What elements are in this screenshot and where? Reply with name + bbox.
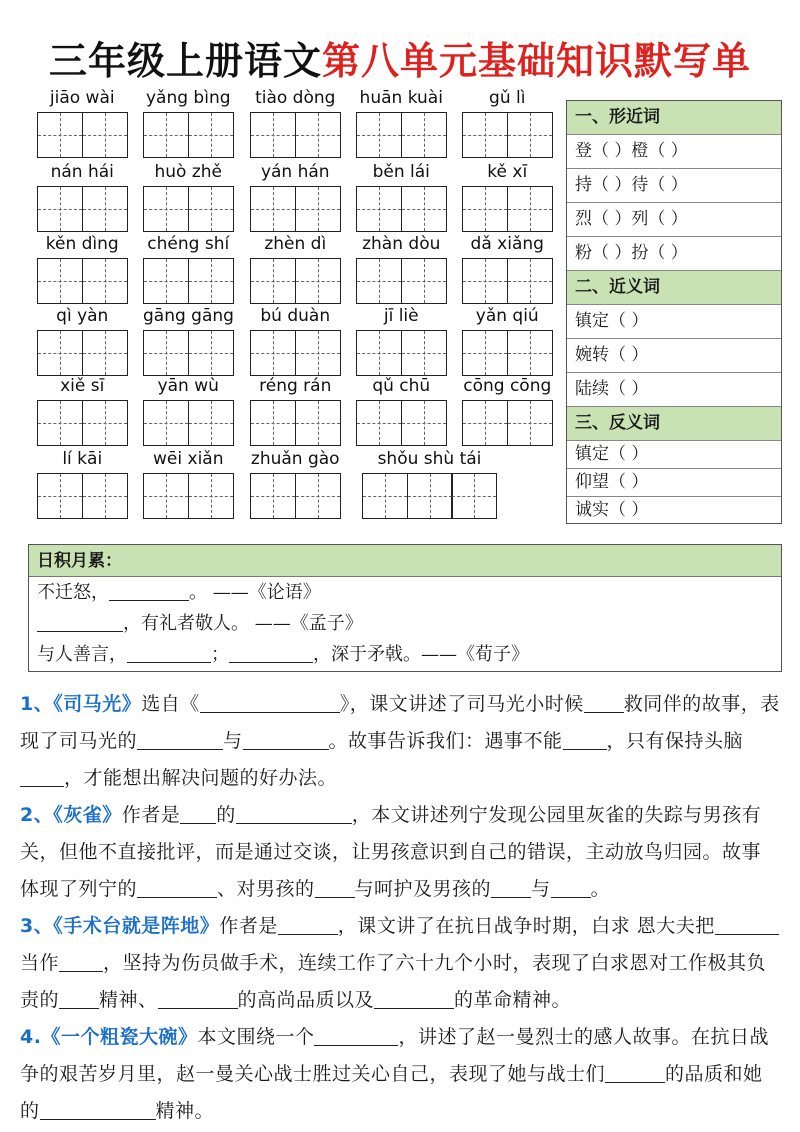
question-text: 与呵护及男孩的: [354, 878, 492, 900]
pinyin-label: huān kuài: [359, 88, 443, 108]
daily-line-1: [29, 577, 781, 608]
writing-boxes: [362, 473, 496, 519]
pinyin-word: [356, 306, 447, 378]
writing-boxes: [250, 400, 339, 446]
tianzige-cell[interactable]: [143, 473, 189, 519]
tianzige-cell[interactable]: [407, 473, 453, 519]
pinyin-word: [250, 449, 341, 521]
tianzige-cell[interactable]: [143, 112, 189, 158]
pinyin-word: [37, 449, 128, 521]
tianzige-cell[interactable]: [143, 186, 189, 232]
pinyin-label: réng rán: [259, 376, 332, 396]
question-text: 本文围绕一个: [197, 1026, 315, 1048]
similar-shape-pair[interactable]: 持（ ）待（ ）: [567, 169, 781, 203]
pinyin-word: [37, 306, 128, 378]
answer-blank[interactable]: [278, 913, 338, 935]
pinyin-word: [143, 376, 234, 448]
question-text: 的品质和她的: [20, 1063, 763, 1122]
answer-blank[interactable]: [158, 987, 238, 1009]
pinyin-word: [462, 88, 553, 160]
tianzige-cell[interactable]: [250, 330, 296, 376]
question-text: 救同伴的故事，表现了司马光的: [20, 693, 780, 752]
question-text: 精神。: [155, 1100, 215, 1122]
tianzige-cell[interactable]: [507, 186, 553, 232]
tianzige-cell[interactable]: [462, 330, 508, 376]
question-text: ，只有保持头脑: [606, 730, 744, 752]
pinyin-word: [250, 162, 341, 234]
writing-boxes: [356, 112, 445, 158]
answer-blank[interactable]: [180, 802, 216, 824]
pinyin-word: [250, 376, 341, 448]
title-unit: 第八单元基础知识默写单: [322, 39, 752, 83]
tianzige-cell[interactable]: [507, 112, 553, 158]
section-similar-shape: 一、形近词: [567, 101, 781, 135]
answer-blank[interactable]: [605, 1061, 665, 1083]
writing-boxes: [143, 400, 232, 446]
question-text: 的: [216, 804, 236, 826]
daily-line-3: [29, 639, 781, 670]
pinyin-label: qì yàn: [56, 306, 109, 326]
pinyin-label: zhèn dì: [264, 234, 327, 254]
pinyin-word: [250, 306, 341, 378]
tianzige-cell[interactable]: [37, 473, 83, 519]
answer-blank[interactable]: [137, 728, 223, 750]
pinyin-label: chéng shí: [147, 234, 230, 254]
question-number: 1、: [20, 693, 54, 715]
pinyin-word: [250, 88, 341, 160]
tianzige-cell[interactable]: [356, 112, 402, 158]
answer-blank[interactable]: [374, 987, 454, 1009]
pinyin-label: lí kāi: [62, 449, 103, 469]
answer-blank[interactable]: [563, 728, 607, 750]
pinyin-label: huò zhě: [154, 162, 222, 182]
question-text: 》，课文讲述了司马光小时候: [339, 693, 584, 715]
tianzige-cell[interactable]: [356, 258, 402, 304]
tianzige-cell[interactable]: [188, 473, 234, 519]
tianzige-cell[interactable]: [295, 400, 341, 446]
question-text: 精神、: [99, 989, 158, 1011]
pinyin-word: [143, 306, 234, 378]
questions: [20, 686, 780, 1130]
writing-boxes: [250, 473, 339, 519]
pinyin-word: [356, 162, 447, 234]
writing-boxes: [462, 400, 551, 446]
answer-blank[interactable]: [491, 876, 531, 898]
tianzige-cell[interactable]: [188, 112, 234, 158]
pinyin-label: shǒu shù tái: [377, 449, 482, 469]
antonym-item[interactable]: 诚实（ ）: [575, 500, 649, 520]
daily-text: ，有礼者敬人。 ——《孟子》: [123, 613, 363, 634]
tianzige-cell[interactable]: [143, 400, 189, 446]
daily-text: ；: [211, 644, 229, 665]
tianzige-cell[interactable]: [462, 258, 508, 304]
writing-boxes: [356, 330, 445, 376]
pinyin-word: [356, 234, 447, 306]
answer-blank[interactable]: [40, 1098, 156, 1120]
tianzige-cell[interactable]: [250, 258, 296, 304]
tianzige-cell[interactable]: [250, 473, 296, 519]
tianzige-cell[interactable]: [143, 330, 189, 376]
tianzige-cell[interactable]: [356, 330, 402, 376]
tianzige-cell[interactable]: [295, 258, 341, 304]
tianzige-cell[interactable]: [362, 473, 408, 519]
daily-text: ，深于矛戟。——《荀子》: [313, 644, 529, 665]
tianzige-cell[interactable]: [451, 473, 497, 519]
writing-boxes: [356, 400, 445, 446]
pinyin-label: xiě sī: [60, 376, 105, 396]
tianzige-cell[interactable]: [356, 400, 402, 446]
question-title: 《司马光》: [53, 693, 142, 715]
pinyin-label: kě xī: [487, 162, 528, 182]
tianzige-cell[interactable]: [507, 258, 553, 304]
question-2: [20, 797, 780, 908]
writing-boxes: [37, 473, 126, 519]
pinyin-word: [250, 234, 341, 306]
tianzige-cell[interactable]: [82, 473, 128, 519]
pinyin-word: [356, 88, 447, 160]
answer-blank[interactable]: [236, 802, 352, 824]
question-text: 的革命精神。: [454, 989, 572, 1011]
tianzige-cell[interactable]: [188, 400, 234, 446]
answer-blank[interactable]: [137, 876, 217, 898]
writing-boxes: [356, 258, 445, 304]
pinyin-label: cōng cōng: [463, 376, 552, 396]
answer-blank[interactable]: [20, 765, 64, 787]
question-text: 、对男孩的: [217, 878, 315, 900]
writing-boxes: [250, 186, 339, 232]
question-text: 与: [531, 878, 551, 900]
tianzige-cell[interactable]: [37, 258, 83, 304]
tianzige-cell[interactable]: [462, 186, 508, 232]
tianzige-cell[interactable]: [250, 186, 296, 232]
antonym-item[interactable]: 仰望（ ）: [567, 469, 781, 497]
pinyin-label: bú duàn: [260, 306, 331, 326]
pinyin-label: zhàn dòu: [362, 234, 441, 254]
pinyin-word: [143, 88, 234, 160]
tianzige-cell[interactable]: [462, 112, 508, 158]
tianzige-cell[interactable]: [295, 186, 341, 232]
tianzige-cell[interactable]: [401, 186, 447, 232]
writing-boxes: [462, 112, 551, 158]
writing-boxes: [462, 330, 551, 376]
synonym-item[interactable]: 陆续（ ）: [567, 373, 781, 407]
writing-boxes: [143, 258, 232, 304]
writing-boxes: [37, 186, 126, 232]
pinyin-word: [143, 162, 234, 234]
writing-boxes: [37, 330, 126, 376]
synonym-item[interactable]: 婉转（ ）: [567, 339, 781, 373]
pinyin-label: yǎng bìng: [145, 88, 231, 108]
tianzige-cell[interactable]: [401, 400, 447, 446]
writing-boxes: [143, 186, 232, 232]
pinyin-word: [462, 376, 553, 448]
tianzige-cell[interactable]: [37, 400, 83, 446]
writing-boxes: [250, 330, 339, 376]
question-1: [20, 686, 780, 797]
daily-text: 不迁怒，: [37, 582, 109, 603]
section-synonyms: 二、近义词: [567, 271, 781, 305]
answer-blank[interactable]: [59, 987, 99, 1009]
writing-boxes: [250, 112, 339, 158]
writing-boxes: [143, 112, 232, 158]
tianzige-cell[interactable]: [295, 330, 341, 376]
pinyin-word: [37, 234, 128, 306]
tianzige-cell[interactable]: [82, 400, 128, 446]
question-text: ，才能想出解决问题的好办法。: [64, 767, 338, 789]
pinyin-label: nán hái: [50, 162, 114, 182]
pinyin-word: [37, 162, 128, 234]
section-antonyms: 三、反义词: [567, 407, 781, 441]
writing-boxes: [462, 186, 551, 232]
writing-boxes: [143, 330, 232, 376]
question-number: 2、: [20, 804, 54, 826]
pinyin-label: qǔ chū: [372, 376, 431, 396]
pinyin-label: gǔ lì: [489, 88, 526, 108]
pinyin-label: tiào dòng: [255, 88, 336, 108]
answer-blank[interactable]: [715, 913, 779, 935]
question-text: 。故事告诉我们：遇事不能: [328, 730, 563, 752]
tianzige-cell[interactable]: [401, 258, 447, 304]
tianzige-cell[interactable]: [295, 473, 341, 519]
similar-shape-pair[interactable]: 烈（ ）列（ ）: [567, 203, 781, 237]
question-number: 3、: [20, 915, 54, 937]
answer-blank[interactable]: [200, 691, 340, 713]
answer-blank[interactable]: [551, 876, 591, 898]
question-text: 当作: [20, 952, 60, 974]
question-text: ，坚持为伤员做手术，连续工作了六十九个小时，表现了白求恩对工作极其负责的: [20, 952, 767, 1011]
question-text: ，讲述了赵一曼烈士的感人故事。在抗日战争的艰苦岁月里，赵一曼关心战士胜过关心自己，表现了她与战士们: [20, 1026, 769, 1085]
writing-boxes: [37, 400, 126, 446]
question-text: 与: [223, 730, 243, 752]
question-title: 《手术台就是阵地》: [53, 915, 220, 937]
similar-shape-pair[interactable]: 粉（ ）扮（ ）: [567, 237, 781, 271]
pinyin-label: jiāo wài: [49, 88, 115, 108]
answer-blank[interactable]: [315, 876, 355, 898]
question-number: 4.: [20, 1026, 42, 1048]
tianzige-cell[interactable]: [295, 112, 341, 158]
answer-blank[interactable]: [109, 579, 189, 601]
vocab-table: [566, 100, 782, 524]
answer-blank[interactable]: [59, 950, 103, 972]
question-text: 作者是: [219, 915, 278, 937]
question-3: [20, 908, 780, 1019]
daily-text: 与人善言，: [37, 644, 127, 665]
daily-heading: 日积月累：: [29, 545, 781, 577]
pinyin-label: zhuǎn gào: [250, 449, 340, 469]
tianzige-cell[interactable]: [188, 186, 234, 232]
pinyin-label: kěn dìng: [45, 234, 119, 254]
tianzige-cell[interactable]: [82, 330, 128, 376]
tianzige-cell[interactable]: [37, 186, 83, 232]
pinyin-word: [462, 234, 553, 306]
writing-boxes: [143, 473, 232, 519]
question-text: ，课文讲了在抗日战争时期，白求 恩大夫把: [337, 915, 715, 937]
daily-accumulation: [28, 544, 782, 672]
page-title: [0, 30, 800, 85]
answer-blank[interactable]: [127, 641, 211, 663]
tianzige-cell[interactable]: [250, 400, 296, 446]
question-text: 作者是: [121, 804, 181, 826]
question-title: 《一个粗瓷大碗》: [41, 1026, 198, 1048]
tianzige-cell[interactable]: [356, 186, 402, 232]
tianzige-cell[interactable]: [37, 112, 83, 158]
tianzige-cell[interactable]: [462, 400, 508, 446]
question-text: 。: [590, 878, 611, 900]
writing-boxes: [37, 112, 126, 158]
pinyin-word: [462, 306, 553, 378]
tianzige-cell[interactable]: [143, 258, 189, 304]
pinyin-label: gāng gāng: [143, 306, 234, 326]
writing-boxes: [462, 258, 551, 304]
daily-line-2: [29, 608, 781, 639]
answer-blank[interactable]: [314, 1024, 398, 1046]
pinyin-word: [143, 234, 234, 306]
pinyin-label: yán hán: [260, 162, 330, 182]
answer-blank[interactable]: [229, 641, 313, 663]
tianzige-cell[interactable]: [250, 112, 296, 158]
answer-blank[interactable]: [243, 728, 329, 750]
tianzige-cell[interactable]: [401, 330, 447, 376]
writing-boxes: [250, 258, 339, 304]
title-grade: 三年级上册语文: [48, 39, 322, 83]
tianzige-cell[interactable]: [82, 258, 128, 304]
pinyin-word: [362, 449, 497, 521]
pinyin-word: [356, 376, 447, 448]
tianzige-cell[interactable]: [188, 330, 234, 376]
pinyin-label: běn lái: [372, 162, 430, 182]
tianzige-cell[interactable]: [82, 112, 128, 158]
pinyin-label: yān wù: [157, 376, 219, 396]
tianzige-cell[interactable]: [82, 186, 128, 232]
pinyin-label: jī liè: [383, 306, 419, 326]
pinyin-label: dǎ xiǎng: [470, 234, 544, 254]
pinyin-label: yǎn qiú: [475, 306, 539, 326]
question-text: 选自《: [141, 693, 200, 715]
answer-blank[interactable]: [584, 691, 624, 713]
daily-text: 。 ——《论语》: [189, 582, 321, 603]
pinyin-word: [462, 162, 553, 234]
tianzige-cell[interactable]: [37, 330, 83, 376]
question-text: 的高尚品质以及: [237, 989, 375, 1011]
pinyin-word: [143, 449, 234, 521]
tianzige-cell[interactable]: [507, 400, 553, 446]
tianzige-cell[interactable]: [507, 330, 553, 376]
tianzige-cell[interactable]: [401, 112, 447, 158]
question-4: [20, 1019, 780, 1130]
tianzige-cell[interactable]: [188, 258, 234, 304]
pinyin-word: [37, 88, 128, 160]
similar-shape-pair[interactable]: 登（ ）橙（ ）: [567, 135, 781, 169]
question-title: 《灰雀》: [53, 804, 122, 826]
synonym-item[interactable]: 镇定（ ）: [567, 305, 781, 339]
question-text: ，本文讲述列宁发现公园里灰雀的失踪与男孩有关，但他不直接批评，而是通过交谈，让男孩意识到自己的错误，主动放鸟归园。故事体现了列宁的: [20, 804, 762, 900]
writing-boxes: [37, 258, 126, 304]
pinyin-word: [37, 376, 128, 448]
antonym-item[interactable]: 镇定（ ）: [567, 441, 781, 469]
answer-blank[interactable]: [37, 610, 123, 632]
pinyin-label: wēi xiǎn: [153, 449, 224, 469]
writing-boxes: [356, 186, 445, 232]
